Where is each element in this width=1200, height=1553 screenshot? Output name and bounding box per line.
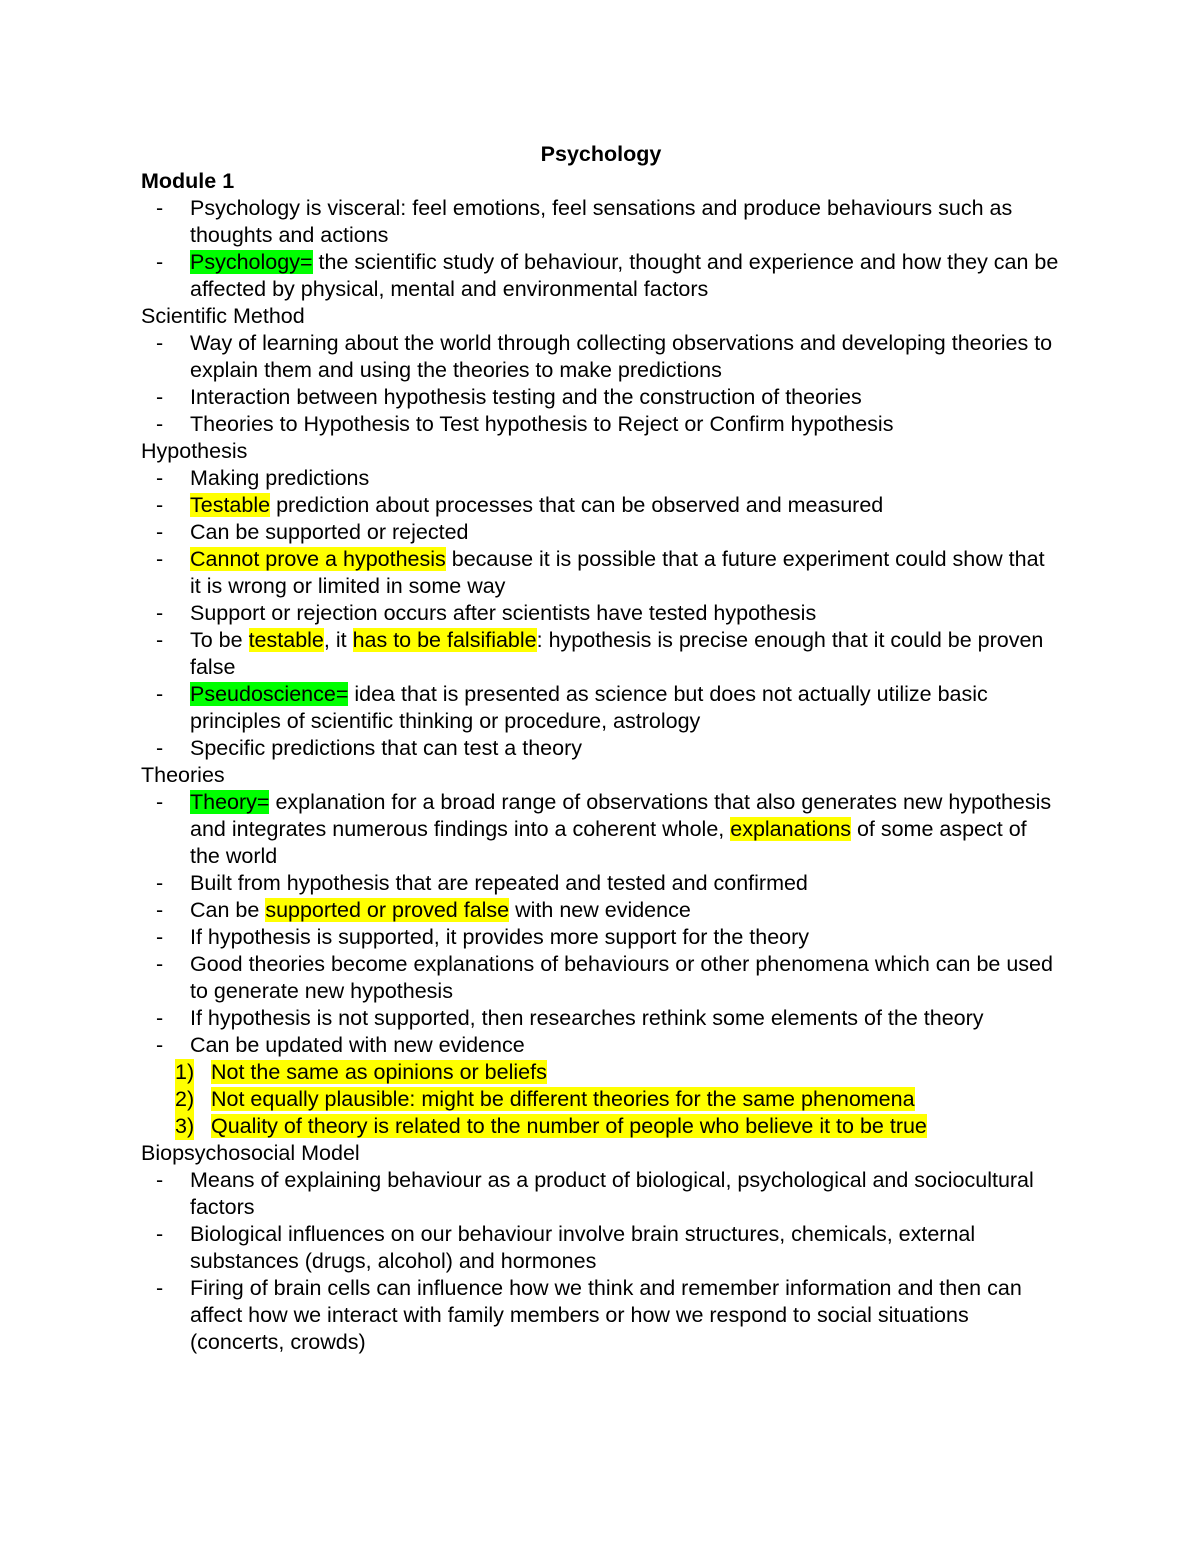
module-heading: Module 1 xyxy=(141,169,235,193)
bullet-text: If hypothesis is supported, it provides more support for the theory xyxy=(190,925,810,949)
numbered-item xyxy=(141,1086,1061,1113)
numbered-item xyxy=(141,1113,1061,1140)
bullet-text: Can be supported or rejected xyxy=(190,520,469,544)
highlighted-term: Cannot prove a hypothesis xyxy=(190,547,446,571)
highlighted-term: Not the same as opinions or beliefs xyxy=(211,1060,547,1084)
bullet-list xyxy=(141,330,1061,438)
bullet-text: Biological influences on our behaviour involve brain structures, chemicals, external substances (drugs, alcohol) and hormones xyxy=(190,1222,976,1273)
bullet-item xyxy=(141,1167,1061,1221)
bullet-item xyxy=(141,735,1061,762)
bullet-text: Theories to Hypothesis to Test hypothesis to Reject or Confirm hypothesis xyxy=(190,412,894,436)
section-heading: Theories xyxy=(141,763,225,787)
definition-term: Pseudoscience= xyxy=(190,682,349,706)
document-title: Psychology xyxy=(540,142,662,166)
bullet-item xyxy=(141,1275,1061,1356)
highlighted-term: Quality of theory is related to the number of people who believe it to be true xyxy=(211,1114,927,1138)
bullet-text: prediction about processes that can be observed and measured xyxy=(270,493,884,517)
bullet-text: Built from hypothesis that are repeated and tested and confirmed xyxy=(190,871,808,895)
bullet-list xyxy=(141,465,1061,762)
definition-term: Psychology= xyxy=(190,250,313,274)
bullet-item xyxy=(141,627,1061,681)
bullet-text: , it xyxy=(323,628,353,652)
bullet-item xyxy=(141,1005,1061,1032)
definition-term: Theory= xyxy=(190,790,270,814)
bullet-text: Means of explaining behaviour as a product of biological, psychological and sociocultural factors xyxy=(190,1168,1034,1219)
bullet-text: explanation for a broad range of observations that also generates new hypothesis and integrates numerous findings into a coherent whole, xyxy=(190,790,1052,841)
bullet-text: Firing of brain cells can influence how we think and remember information and then can affect how we interact with family members or how we respond to social situations (concerts, crowds) xyxy=(190,1276,1022,1354)
bullet-item xyxy=(141,951,1061,1005)
highlighted-term: testable xyxy=(248,628,324,652)
bullet-item xyxy=(141,897,1061,924)
bullet-item xyxy=(141,465,1061,492)
bullet-list xyxy=(141,1167,1061,1356)
bullet-text: because it is possible that a future experiment could show that it is wrong or limited in some way xyxy=(190,547,1045,598)
bullet-item xyxy=(141,924,1061,951)
bullet-item xyxy=(141,519,1061,546)
highlighted-term: Testable xyxy=(190,493,271,517)
item-number: 2) xyxy=(175,1087,195,1111)
bullet-text: Psychology is visceral: feel emotions, feel sensations and produce behaviours such as thoughts and actions xyxy=(190,196,1013,247)
bullet-text: Way of learning about the world through collecting observations and developing theories to explain them and using the theories to make predictions xyxy=(190,331,1053,382)
item-number: 1) xyxy=(175,1060,195,1084)
bullet-text: If hypothesis is not supported, then researches rethink some elements of the theory xyxy=(190,1006,984,1030)
highlighted-term: Not equally plausible: might be different theories for the same phenomena xyxy=(211,1087,915,1111)
highlighted-term: has to be falsifiable xyxy=(352,628,537,652)
bullet-text: of some aspect of the world xyxy=(190,817,1027,868)
bullet-list xyxy=(141,789,1061,1059)
bullet-text: Can be xyxy=(190,898,266,922)
bullet-text: idea that is presented as science but does not actually utilize basic principles of scientific thinking or procedure, astrology xyxy=(190,682,988,733)
bullet-text: the scientific study of behaviour, thought and experience and how they can be affected by physical, mental and environmental factors xyxy=(190,250,1059,301)
intro-list xyxy=(141,195,1061,303)
bullet-item xyxy=(141,789,1061,870)
bullet-item xyxy=(141,330,1061,384)
bullet-item xyxy=(141,411,1061,438)
section-heading: Hypothesis xyxy=(141,439,248,463)
numbered-list xyxy=(141,1059,1061,1140)
bullet-text: Specific predictions that can test a theory xyxy=(190,736,582,760)
bullet-item xyxy=(141,1032,1061,1059)
highlighted-term: explanations xyxy=(730,817,851,841)
bullet-item xyxy=(141,1221,1061,1275)
bullet-text: Support or rejection occurs after scientists have tested hypothesis xyxy=(190,601,817,625)
section-heading: Biopsychosocial Model xyxy=(141,1141,360,1165)
bullet-text: Good theories become explanations of behaviours or other phenomena which can be used to generate new hypothesis xyxy=(190,952,1053,1003)
bullet-item xyxy=(141,195,1061,249)
bullet-item xyxy=(141,870,1061,897)
bullet-item xyxy=(141,600,1061,627)
bullet-text: Making predictions xyxy=(190,466,370,490)
item-number: 3) xyxy=(175,1114,195,1138)
sections-container xyxy=(141,303,1061,1356)
bullet-text: : hypothesis is precise enough that it could be proven false xyxy=(190,628,1044,679)
bullet-item xyxy=(141,384,1061,411)
highlighted-term: supported or proved false xyxy=(265,898,510,922)
bullet-text: To be xyxy=(190,628,249,652)
bullet-item xyxy=(141,492,1061,519)
document-page xyxy=(141,141,1061,1356)
bullet-item xyxy=(141,681,1061,735)
section-heading: Scientific Method xyxy=(141,304,305,328)
bullet-item xyxy=(141,546,1061,600)
numbered-item xyxy=(141,1059,1061,1086)
bullet-text: with new evidence xyxy=(509,898,691,922)
bullet-item xyxy=(141,249,1061,303)
bullet-text: Can be updated with new evidence xyxy=(190,1033,525,1057)
bullet-text: Interaction between hypothesis testing and the construction of theories xyxy=(190,385,862,409)
